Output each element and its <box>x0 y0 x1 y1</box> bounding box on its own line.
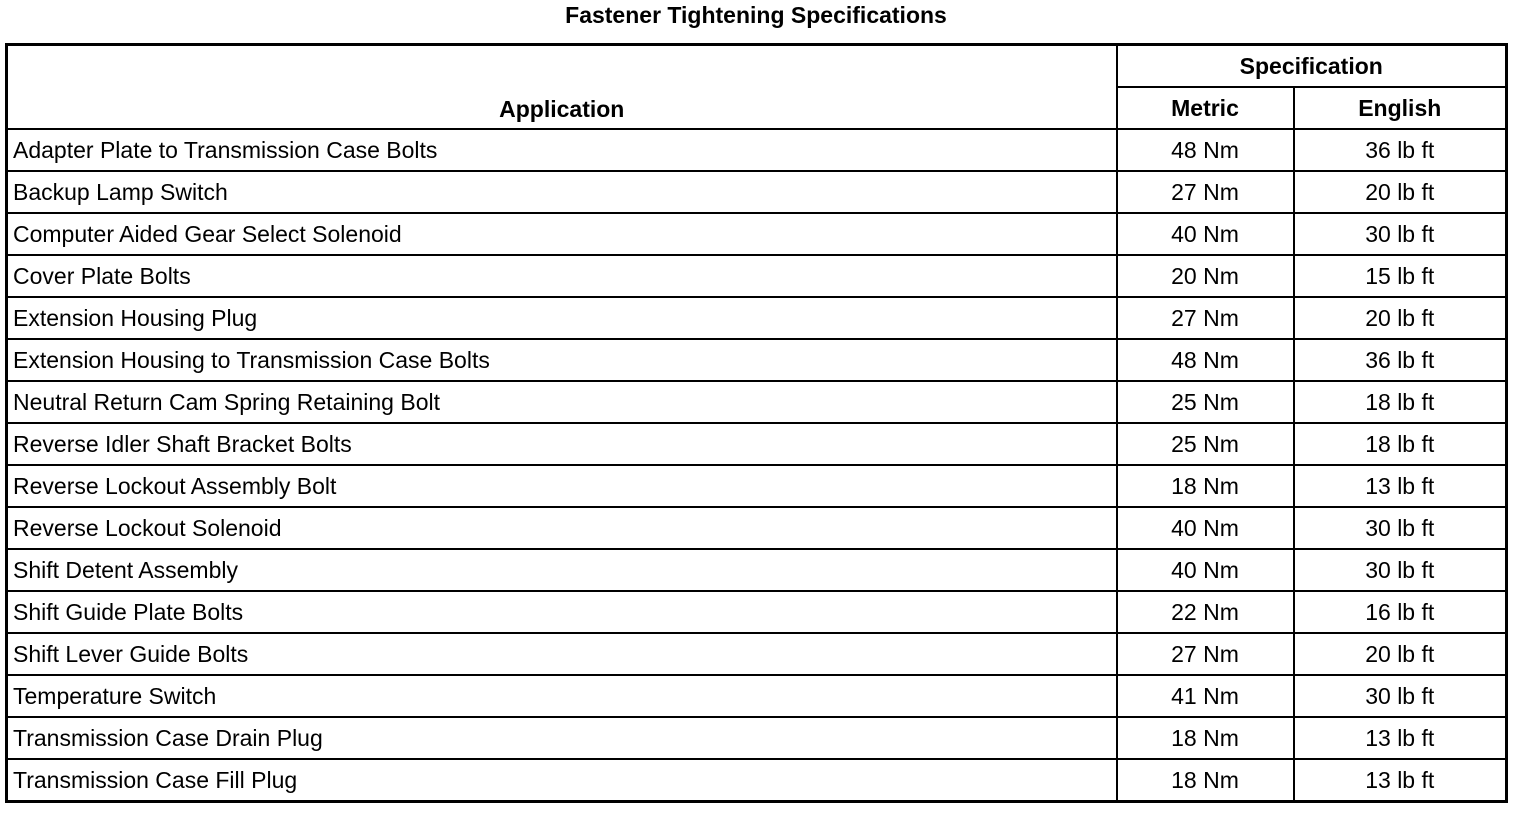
table-body <box>7 129 1507 802</box>
english-cell: 13 lb ft <box>1294 465 1507 507</box>
application-cell: Adapter Plate to Transmission Case Bolts <box>7 129 1117 171</box>
table-row <box>7 633 1507 675</box>
table-row <box>7 129 1507 171</box>
english-cell: 18 lb ft <box>1294 381 1507 423</box>
application-cell: Transmission Case Fill Plug <box>7 759 1117 802</box>
table-row <box>7 255 1507 297</box>
specification-header: Specification <box>1117 45 1507 88</box>
application-cell: Transmission Case Drain Plug <box>7 717 1117 759</box>
page-title: Fastener Tightening Specifications <box>565 2 947 28</box>
metric-cell: 27 Nm <box>1117 171 1294 213</box>
table-row <box>7 297 1507 339</box>
table-row <box>7 381 1507 423</box>
metric-cell: 40 Nm <box>1117 507 1294 549</box>
metric-cell: 22 Nm <box>1117 591 1294 633</box>
application-cell: Extension Housing Plug <box>7 297 1117 339</box>
english-cell: 20 lb ft <box>1294 633 1507 675</box>
fastener-spec-table <box>5 43 1508 803</box>
application-cell: Reverse Lockout Assembly Bolt <box>7 465 1117 507</box>
table-row <box>7 465 1507 507</box>
header-row-top <box>7 45 1507 88</box>
application-cell: Backup Lamp Switch <box>7 171 1117 213</box>
table-row <box>7 759 1507 802</box>
metric-header: Metric <box>1117 87 1294 129</box>
english-cell: 30 lb ft <box>1294 507 1507 549</box>
metric-cell: 48 Nm <box>1117 339 1294 381</box>
english-cell: 20 lb ft <box>1294 297 1507 339</box>
english-cell: 15 lb ft <box>1294 255 1507 297</box>
application-cell: Reverse Idler Shaft Bracket Bolts <box>7 423 1117 465</box>
application-header: Application <box>7 45 1117 130</box>
metric-cell: 18 Nm <box>1117 759 1294 802</box>
metric-cell: 41 Nm <box>1117 675 1294 717</box>
metric-cell: 27 Nm <box>1117 633 1294 675</box>
english-cell: 30 lb ft <box>1294 549 1507 591</box>
english-cell: 20 lb ft <box>1294 171 1507 213</box>
metric-cell: 27 Nm <box>1117 297 1294 339</box>
english-cell: 18 lb ft <box>1294 423 1507 465</box>
application-cell: Shift Lever Guide Bolts <box>7 633 1117 675</box>
application-cell: Extension Housing to Transmission Case Bolts <box>7 339 1117 381</box>
table-header <box>7 45 1507 130</box>
table-row <box>7 213 1507 255</box>
table-row <box>7 675 1507 717</box>
table-row <box>7 717 1507 759</box>
english-cell: 13 lb ft <box>1294 759 1507 802</box>
english-cell: 13 lb ft <box>1294 717 1507 759</box>
application-cell: Reverse Lockout Solenoid <box>7 507 1117 549</box>
english-cell: 16 lb ft <box>1294 591 1507 633</box>
metric-cell: 25 Nm <box>1117 423 1294 465</box>
table-row <box>7 171 1507 213</box>
application-cell: Temperature Switch <box>7 675 1117 717</box>
metric-cell: 40 Nm <box>1117 213 1294 255</box>
table-row <box>7 591 1507 633</box>
english-header: English <box>1294 87 1507 129</box>
table-row <box>7 549 1507 591</box>
metric-cell: 25 Nm <box>1117 381 1294 423</box>
metric-cell: 18 Nm <box>1117 465 1294 507</box>
metric-cell: 18 Nm <box>1117 717 1294 759</box>
table-row <box>7 339 1507 381</box>
application-cell: Cover Plate Bolts <box>7 255 1117 297</box>
metric-cell: 20 Nm <box>1117 255 1294 297</box>
english-cell: 30 lb ft <box>1294 675 1507 717</box>
table-row <box>7 423 1507 465</box>
metric-cell: 48 Nm <box>1117 129 1294 171</box>
application-cell: Shift Guide Plate Bolts <box>7 591 1117 633</box>
application-cell: Neutral Return Cam Spring Retaining Bolt <box>7 381 1117 423</box>
english-cell: 36 lb ft <box>1294 339 1507 381</box>
english-cell: 36 lb ft <box>1294 129 1507 171</box>
application-cell: Shift Detent Assembly <box>7 549 1117 591</box>
application-cell: Computer Aided Gear Select Solenoid <box>7 213 1117 255</box>
english-cell: 30 lb ft <box>1294 213 1507 255</box>
metric-cell: 40 Nm <box>1117 549 1294 591</box>
table-row <box>7 507 1507 549</box>
